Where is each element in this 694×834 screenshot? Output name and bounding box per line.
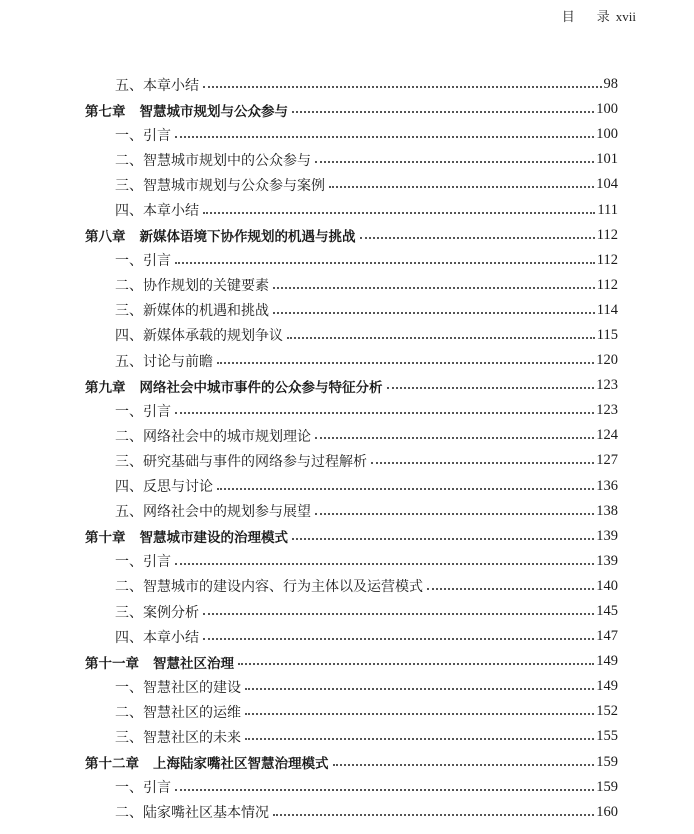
dot-leader xyxy=(217,361,594,364)
section-title: 一、引言 xyxy=(115,253,171,270)
dot-leader xyxy=(245,737,594,740)
page-number: 100 xyxy=(596,126,618,143)
toc-section-entry[interactable] xyxy=(85,348,618,373)
section-title: 五、讨论与前瞻 xyxy=(115,353,213,370)
page-number: 114 xyxy=(596,301,618,318)
dot-leader xyxy=(273,813,594,816)
page-number: 112 xyxy=(596,251,618,268)
dot-leader xyxy=(387,386,595,389)
dot-leader xyxy=(175,411,594,414)
section-title: 五、本章小结 xyxy=(115,77,199,94)
page-number: 159 xyxy=(596,753,618,770)
toc-chapter-entry[interactable] xyxy=(85,97,618,122)
chapter-title: 智慧城市规划与公众参与 xyxy=(139,103,288,120)
page-number: 136 xyxy=(596,477,618,494)
page-number: 152 xyxy=(596,703,618,720)
toc-section-entry[interactable] xyxy=(85,448,618,473)
dot-leader xyxy=(245,712,594,715)
chapter-title: 智慧城市建设的治理模式 xyxy=(139,530,288,547)
section-title: 四、新媒体承载的规划争议 xyxy=(115,328,283,345)
page-number: 149 xyxy=(596,678,618,695)
page-number: 98 xyxy=(603,76,618,93)
dot-leader xyxy=(273,286,595,289)
page-number: 112 xyxy=(596,226,618,243)
dot-leader xyxy=(238,662,594,665)
toc-section-entry[interactable] xyxy=(85,172,618,197)
section-title: 一、引言 xyxy=(115,554,171,571)
page-number: 101 xyxy=(596,151,618,168)
section-title: 三、新媒体的机遇和挑战 xyxy=(115,303,269,320)
toc-chapter-entry[interactable] xyxy=(85,373,618,398)
dot-leader xyxy=(315,436,594,439)
section-title: 二、智慧城市的建设内容、行为主体以及运营模式 xyxy=(115,579,423,596)
toc-section-entry[interactable] xyxy=(85,298,618,323)
page-number: 111 xyxy=(597,201,618,218)
page-number: 100 xyxy=(596,101,618,118)
dot-leader xyxy=(371,461,594,464)
toc-section-entry[interactable] xyxy=(85,398,618,423)
chapter-title: 新媒体语境下协作规划的机遇与挑战 xyxy=(139,229,356,246)
page-number: 145 xyxy=(596,603,618,620)
section-title: 一、引言 xyxy=(115,127,171,144)
chapter-number: 第十章 xyxy=(85,530,126,547)
chapter-number: 第十二章 xyxy=(85,756,139,773)
chapter-title: 网络社会中城市事件的公众参与特征分析 xyxy=(139,379,383,396)
page-number: 140 xyxy=(596,577,618,594)
dot-leader xyxy=(273,311,595,314)
section-title: 四、本章小结 xyxy=(115,203,199,220)
dot-leader xyxy=(175,562,594,565)
section-title: 四、反思与讨论 xyxy=(115,479,213,496)
page-number: 147 xyxy=(596,628,618,645)
page-number: 123 xyxy=(596,377,618,394)
toc-section-entry[interactable] xyxy=(85,499,618,524)
section-title: 二、陆家嘴社区基本情况 xyxy=(115,805,269,822)
page-number: 123 xyxy=(596,402,618,419)
section-title: 五、网络社会中的规划参与展望 xyxy=(115,504,311,521)
dot-leader xyxy=(175,135,594,138)
page-number: 112 xyxy=(596,276,618,293)
chapter-number: 第八章 xyxy=(85,229,126,246)
section-title: 三、研究基础与事件的网络参与过程解析 xyxy=(115,453,367,470)
dot-leader xyxy=(287,336,595,339)
section-title: 二、智慧城市规划中的公众参与 xyxy=(115,152,311,169)
page-number: 138 xyxy=(596,502,618,519)
chapter-number: 第九章 xyxy=(85,379,126,396)
section-title: 一、智慧社区的建设 xyxy=(115,679,241,696)
toc-section-entry[interactable] xyxy=(85,147,618,172)
running-head-page-number: xvii xyxy=(615,9,636,24)
section-title: 二、智慧社区的运维 xyxy=(115,704,241,721)
dot-leader xyxy=(203,85,602,88)
toc-section-entry[interactable] xyxy=(85,248,618,273)
toc-section-entry[interactable] xyxy=(85,323,618,348)
toc-section-entry[interactable] xyxy=(85,423,618,448)
section-title: 一、引言 xyxy=(115,403,171,420)
section-title: 三、智慧社区的未来 xyxy=(115,729,241,746)
page-number: 115 xyxy=(596,326,618,343)
page-number: 149 xyxy=(596,653,618,670)
toc-section-entry[interactable] xyxy=(85,674,618,699)
dot-leader xyxy=(217,487,594,490)
running-head xyxy=(562,6,636,25)
page-number: 139 xyxy=(596,527,618,544)
page-number: 139 xyxy=(596,552,618,569)
toc-section-entry[interactable] xyxy=(85,699,618,724)
dot-leader xyxy=(175,788,594,791)
section-title: 三、智慧城市规划与公众参与案例 xyxy=(115,177,325,194)
toc-section-entry[interactable] xyxy=(85,197,618,222)
dot-leader xyxy=(175,261,595,264)
page-number: 160 xyxy=(596,803,618,820)
dot-leader xyxy=(329,185,594,188)
toc-chapter-entry[interactable] xyxy=(85,524,618,549)
dot-leader xyxy=(203,612,594,615)
dot-leader xyxy=(360,236,595,239)
dot-leader xyxy=(245,687,594,690)
running-head-label: 录 xyxy=(596,10,610,25)
toc-section-entry[interactable] xyxy=(85,599,618,624)
dot-leader xyxy=(292,110,594,113)
section-title: 一、引言 xyxy=(115,780,171,797)
toc-section-entry[interactable] xyxy=(85,800,618,825)
running-head-label: 目 xyxy=(561,10,575,25)
section-title: 三、案例分析 xyxy=(115,604,199,621)
dot-leader xyxy=(333,763,595,766)
chapter-number: 第十一章 xyxy=(85,655,139,672)
section-title: 二、网络社会中的城市规划理论 xyxy=(115,428,311,445)
toc-chapter-entry[interactable] xyxy=(85,223,618,248)
dot-leader xyxy=(292,537,594,540)
dot-leader xyxy=(315,512,594,515)
page-number: 120 xyxy=(596,352,618,369)
toc-chapter-entry[interactable] xyxy=(85,649,618,674)
page-number: 159 xyxy=(596,778,618,795)
section-title: 二、协作规划的关键要素 xyxy=(115,278,269,295)
toc-section-entry[interactable] xyxy=(85,724,618,749)
toc-section-entry[interactable] xyxy=(85,122,618,147)
section-title: 四、本章小结 xyxy=(115,629,199,646)
page-number: 155 xyxy=(596,728,618,745)
dot-leader xyxy=(203,637,594,640)
toc-section-entry[interactable] xyxy=(85,549,618,574)
dot-leader xyxy=(203,211,595,214)
chapter-title: 智慧社区治理 xyxy=(153,655,234,672)
dot-leader xyxy=(315,160,594,163)
toc-section-entry[interactable] xyxy=(85,474,618,499)
page-number: 104 xyxy=(596,176,618,193)
dot-leader xyxy=(427,587,594,590)
toc-section-entry[interactable] xyxy=(85,574,618,599)
table-of-contents xyxy=(85,72,618,825)
chapter-number: 第七章 xyxy=(85,103,126,120)
page-number: 127 xyxy=(596,452,618,469)
toc-section-entry[interactable] xyxy=(85,775,618,800)
toc-section-entry[interactable] xyxy=(85,72,618,97)
page-number: 124 xyxy=(596,427,618,444)
toc-section-entry[interactable] xyxy=(85,624,618,649)
toc-chapter-entry[interactable] xyxy=(85,750,618,775)
chapter-title: 上海陆家嘴社区智慧治理模式 xyxy=(153,756,329,773)
toc-section-entry[interactable] xyxy=(85,273,618,298)
